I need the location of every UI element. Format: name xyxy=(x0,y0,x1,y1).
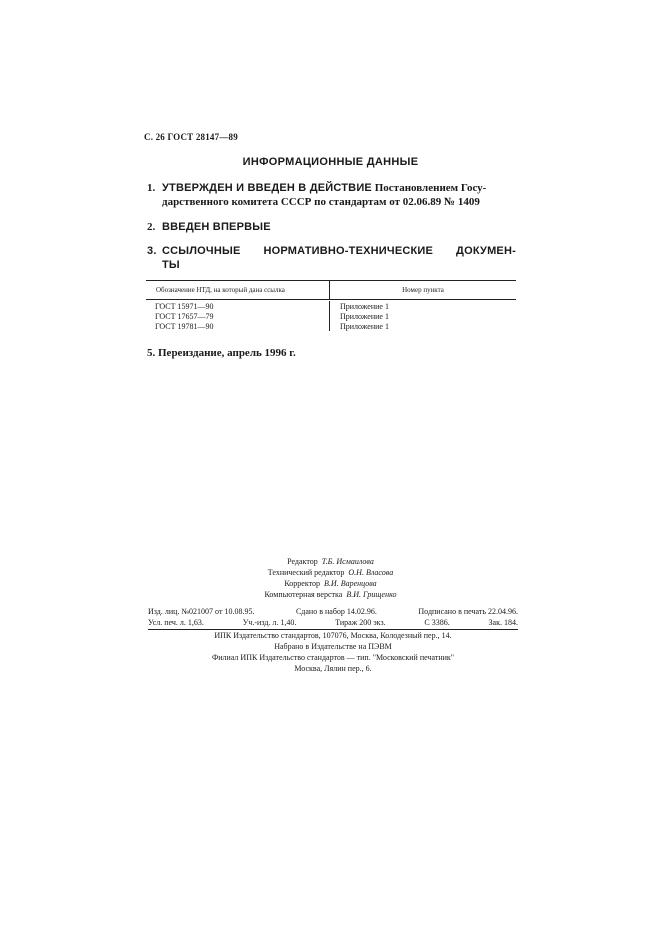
pub-printer: Филиал ИПК Издательство стандартов — тип. "Московский печатник" xyxy=(211,653,455,662)
credit-name: Т.Б. Исмаилова xyxy=(321,557,374,566)
pub-license: Изд. лиц. №021007 от 10.08.95. xyxy=(148,607,255,616)
column-header-point: Номер пункта xyxy=(329,281,516,299)
cell-point: Приложение 1 xyxy=(329,321,516,331)
page-title: ИНФОРМАЦИОННЫЕ ДАННЫЕ xyxy=(242,156,419,168)
item-caption-word: ДОКУМЕН- xyxy=(456,245,516,257)
cell-point: Приложение 1 xyxy=(329,301,516,311)
credits-block xyxy=(0,556,661,600)
credit-layout xyxy=(0,589,661,600)
pub-order: Зак. 184. xyxy=(488,618,518,627)
info-item-3 xyxy=(147,244,516,272)
table-row xyxy=(146,301,516,311)
pub-typeset-by: Набрано в Издательстве на ПЭВМ xyxy=(274,642,392,651)
pub-line-1 xyxy=(148,606,518,617)
info-item-5: 5. Переиздание, апрель 1996 г. xyxy=(147,347,296,359)
info-item-1 xyxy=(147,181,516,209)
pub-edit-sheets: Уч.-изд. л. 1,40. xyxy=(242,618,297,627)
item-text-continued: дарственного комитета СССР по стандартам от 02.06.89 № 1409 xyxy=(162,196,480,208)
credit-tech-editor xyxy=(0,567,661,578)
table-row xyxy=(146,311,516,321)
info-item-2 xyxy=(147,220,516,234)
credit-name: О.Н. Власова xyxy=(348,568,394,577)
pub-print-date: Подписано в печать 22.04.96. xyxy=(418,607,518,616)
cell-point: Приложение 1 xyxy=(329,311,516,321)
credit-role: Корректор xyxy=(284,579,321,588)
credit-role: Редактор xyxy=(287,557,318,566)
credit-editor xyxy=(0,556,661,567)
table-row xyxy=(146,321,516,331)
credit-role: Технический редактор xyxy=(267,568,345,577)
item-number: 1. xyxy=(147,182,156,194)
item-caption: УТВЕРЖДЕН И ВВЕДЕН В ДЕЙСТВИЕ xyxy=(162,182,372,194)
publication-info xyxy=(148,606,518,674)
credit-role: Компьютерная верстка xyxy=(264,590,343,599)
item-caption-word: НОРМАТИВНО-ТЕХНИЧЕСКИЕ xyxy=(263,245,434,257)
item-number: 3. xyxy=(147,245,157,257)
credit-name: В.И. Варенцова xyxy=(324,579,377,588)
pub-typeset-date: Сдано в набор 14.02.96. xyxy=(295,607,377,616)
item-text: Постановлением Госу- xyxy=(371,182,487,194)
pub-circulation: Тираж 200 экз. xyxy=(335,618,386,627)
page-header: С. 26 ГОСТ 28147—89 xyxy=(144,132,238,142)
pub-publisher: ИПК Издательство стандартов, 107076, Москва, Колодезный пер., 14. xyxy=(214,631,452,640)
column-header-ntd: Обозначение НТД, на который дана ссылка xyxy=(156,286,285,294)
item-number: 2. xyxy=(147,221,156,233)
pub-code: С 3386. xyxy=(424,618,450,627)
cell-ntd: ГОСТ 17657—79 xyxy=(155,311,214,321)
item-caption-continued: ТЫ xyxy=(162,259,180,271)
pub-line-2 xyxy=(148,617,518,630)
table-header xyxy=(146,281,516,299)
cell-ntd: ГОСТ 15971—90 xyxy=(155,301,214,311)
reference-table xyxy=(146,280,516,331)
table-body xyxy=(146,300,516,331)
pub-printer-address: Москва, Лялин пер., 6. xyxy=(294,664,372,673)
credit-name: В.И. Грищенко xyxy=(346,590,397,599)
cell-ntd: ГОСТ 19781—90 xyxy=(155,321,214,331)
item-caption-word: ССЫЛОЧНЫЕ xyxy=(162,245,241,257)
item-caption: ВВЕДЕН ВПЕРВЫЕ xyxy=(162,221,271,233)
pub-print-sheets: Усл. печ. л. 1,63. xyxy=(148,618,204,627)
credit-proofreader xyxy=(0,578,661,589)
